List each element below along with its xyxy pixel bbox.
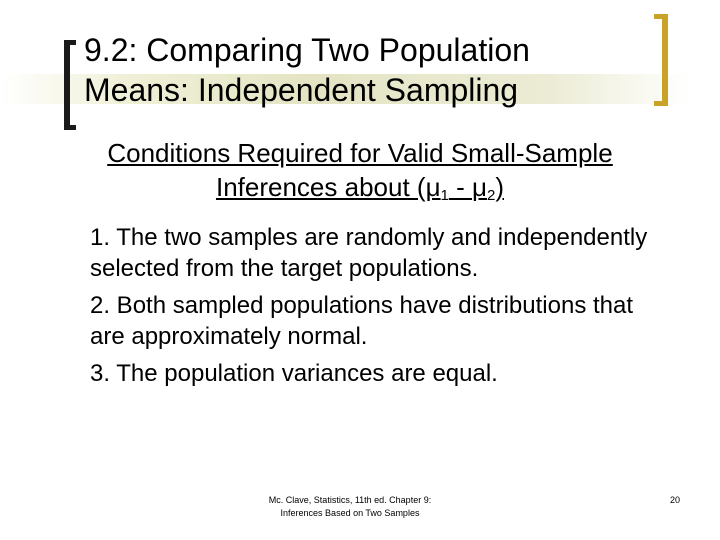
title-line-1: 9.2: Comparing Two Population (84, 32, 530, 68)
condition-item-3: 3. The population variances are equal. (90, 360, 498, 387)
condition-item-2: 2. Both sampled populations have distributions that are approximately normal. (90, 292, 634, 350)
conditions-list (90, 222, 650, 395)
slide-subtitle (20, 136, 700, 204)
condition-item-1: 1. The two samples are randomly and independently selected from the target populations. (90, 224, 648, 282)
mu-symbol-2: μ (472, 172, 487, 202)
slide-title (84, 30, 654, 110)
footer-line-2: Inferences Based on Two Samples (280, 508, 420, 518)
left-bracket-decoration (64, 40, 76, 130)
minus-sign: - (448, 172, 472, 202)
subtitle-suffix: ) (495, 172, 504, 202)
right-bracket-decoration (654, 14, 668, 106)
mu-symbol-1: μ (425, 172, 441, 202)
subscript-2: 2 (486, 187, 496, 204)
title-line-2: Means: Independent Sampling (84, 72, 519, 108)
subtitle-prefix: Inferences about ( (215, 172, 426, 202)
subscript-1: 1 (440, 187, 449, 204)
footer-citation (220, 494, 480, 520)
subtitle-line-1: Conditions Required for Valid Small-Sample (107, 138, 613, 168)
page-number: 20 (669, 495, 680, 505)
footer-line-1: Mc. Clave, Statistics, 11th ed. Chapter 9: (268, 495, 432, 505)
